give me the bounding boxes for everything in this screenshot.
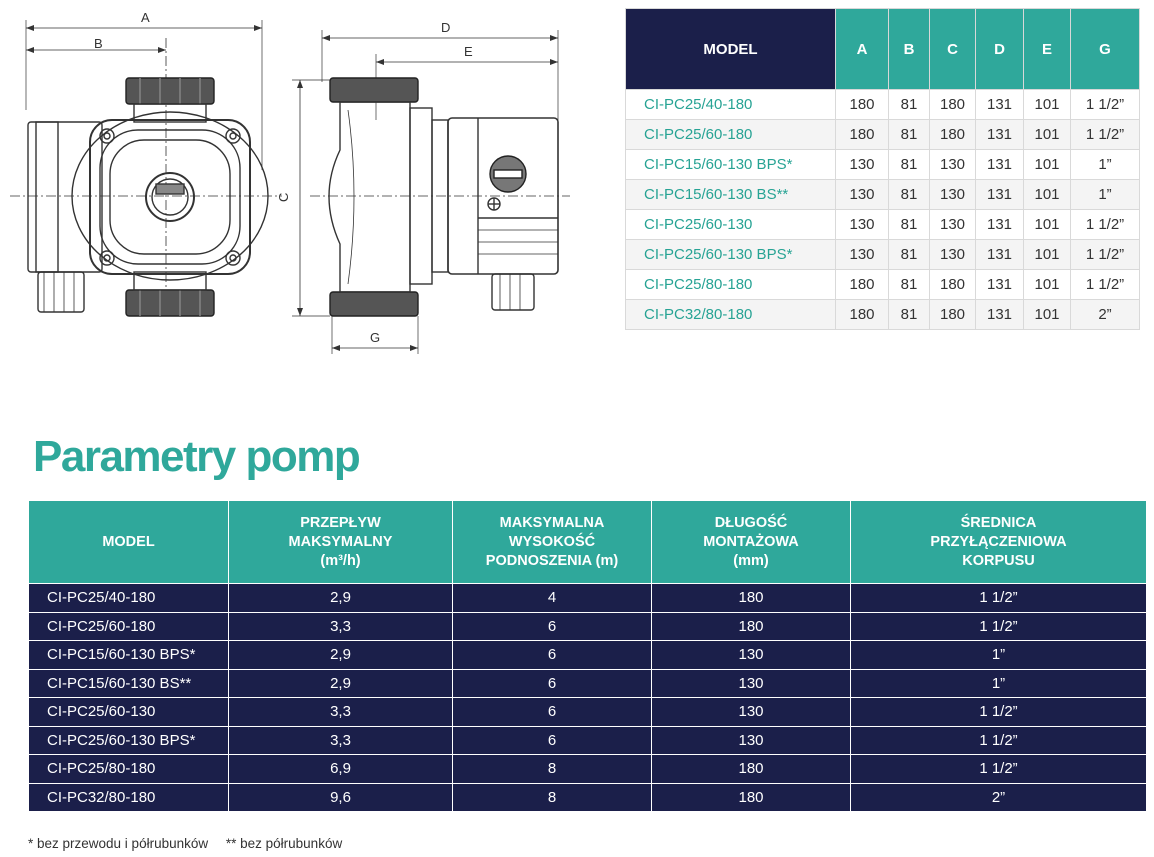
value-cell: 180 — [652, 612, 851, 641]
value-cell: 131 — [976, 120, 1024, 150]
value-cell: 3,3 — [229, 612, 453, 641]
dim-label-a: A — [141, 10, 150, 25]
value-cell: 3,3 — [229, 698, 453, 727]
header-line: ŚREDNICA — [960, 514, 1037, 531]
value-cell: 180 — [836, 270, 889, 300]
dim-label-d: D — [441, 20, 451, 35]
header-line: PRZYŁĄCZENIOWA — [930, 533, 1067, 550]
value-cell: 130 — [836, 210, 889, 240]
value-cell: 180 — [930, 120, 976, 150]
value-cell: 6 — [453, 641, 652, 670]
value-cell: 2,9 — [229, 641, 453, 670]
value-cell: 4 — [453, 584, 652, 613]
value-cell: 6 — [453, 669, 652, 698]
footnotes — [28, 836, 356, 851]
model-cell: CI-PC25/60-130 BPS* — [29, 726, 229, 755]
model-cell: CI-PC15/60-130 BPS* — [626, 150, 836, 180]
value-cell: 101 — [1024, 150, 1071, 180]
value-cell: 2,9 — [229, 584, 453, 613]
parameters-table-header — [29, 501, 1147, 584]
header-max-flow — [229, 501, 453, 584]
dimensions-table — [625, 8, 1140, 330]
value-cell: 131 — [976, 300, 1024, 330]
model-cell: CI-PC15/60-130 BPS* — [29, 641, 229, 670]
dim-label-b: B — [94, 36, 103, 51]
dim-label-g: G — [370, 330, 381, 345]
model-cell: CI-PC15/60-130 BS** — [29, 669, 229, 698]
table-row — [29, 669, 1147, 698]
table-row — [29, 698, 1147, 727]
table-row — [626, 270, 1140, 300]
model-cell: CI-PC15/60-130 BS** — [626, 180, 836, 210]
value-cell: 1 1/2” — [1071, 120, 1140, 150]
value-cell: 130 — [836, 180, 889, 210]
table-row — [626, 120, 1140, 150]
header-line: WYSOKOŚĆ — [508, 533, 596, 550]
value-cell: 1 1/2” — [1071, 270, 1140, 300]
value-cell: 130 — [930, 210, 976, 240]
value-cell: 8 — [453, 783, 652, 812]
value-cell: 1 1/2” — [851, 698, 1147, 727]
model-cell: CI-PC25/80-180 — [626, 270, 836, 300]
value-cell: 1 1/2” — [851, 726, 1147, 755]
header-install-length — [652, 501, 851, 584]
value-cell: 1” — [851, 641, 1147, 670]
value-cell: 101 — [1024, 120, 1071, 150]
value-cell: 130 — [930, 240, 976, 270]
parameters-table — [28, 500, 1147, 812]
header-model — [29, 501, 229, 584]
value-cell: 131 — [976, 90, 1024, 120]
value-cell: 81 — [889, 240, 930, 270]
value-cell: 81 — [889, 180, 930, 210]
value-cell: 131 — [976, 240, 1024, 270]
value-cell: 1 1/2” — [1071, 210, 1140, 240]
model-cell: CI-PC25/60-130 BPS* — [626, 240, 836, 270]
table-row — [29, 584, 1147, 613]
value-cell: 6 — [453, 698, 652, 727]
value-cell: 130 — [652, 726, 851, 755]
value-cell: 6 — [453, 726, 652, 755]
value-cell: 101 — [1024, 180, 1071, 210]
header-line: MODEL — [102, 533, 155, 550]
value-cell: 130 — [652, 698, 851, 727]
value-cell: 3,3 — [229, 726, 453, 755]
value-cell: 81 — [889, 90, 930, 120]
value-cell: 180 — [652, 755, 851, 784]
value-cell: 101 — [1024, 90, 1071, 120]
value-cell: 81 — [889, 120, 930, 150]
value-cell: 101 — [1024, 240, 1071, 270]
table-row — [626, 210, 1140, 240]
value-cell: 131 — [976, 270, 1024, 300]
value-cell: 6 — [453, 612, 652, 641]
value-cell: 1 1/2” — [1071, 90, 1140, 120]
header-d: D — [976, 9, 1024, 90]
table-row — [29, 755, 1147, 784]
value-cell: 180 — [836, 90, 889, 120]
value-cell: 8 — [453, 755, 652, 784]
header-e: E — [1024, 9, 1071, 90]
header-line: PRZEPŁYW — [300, 514, 381, 531]
value-cell: 1” — [1071, 150, 1140, 180]
table-row — [29, 641, 1147, 670]
header-a: A — [836, 9, 889, 90]
value-cell: 130 — [652, 669, 851, 698]
value-cell: 130 — [836, 240, 889, 270]
value-cell: 1 1/2” — [1071, 240, 1140, 270]
value-cell: 180 — [652, 584, 851, 613]
page-title: Parametry pomp — [33, 432, 360, 481]
value-cell: 1 1/2” — [851, 612, 1147, 641]
dim-label-e: E — [464, 44, 473, 59]
model-cell: CI-PC25/40-180 — [29, 584, 229, 613]
value-cell: 130 — [652, 641, 851, 670]
value-cell: 9,6 — [229, 783, 453, 812]
value-cell: 101 — [1024, 210, 1071, 240]
header-c: C — [930, 9, 976, 90]
value-cell: 130 — [930, 150, 976, 180]
value-cell: 81 — [889, 150, 930, 180]
header-line: MAKSYMALNY — [288, 533, 393, 550]
header-max-head — [453, 501, 652, 584]
value-cell: 81 — [889, 300, 930, 330]
header-line: (mm) — [733, 552, 769, 569]
table-row — [29, 612, 1147, 641]
header-line: PODNOSZENIA (m) — [485, 552, 619, 569]
value-cell: 180 — [652, 783, 851, 812]
header-line: (m³/h) — [320, 552, 361, 569]
value-cell: 81 — [889, 210, 930, 240]
header-b: B — [889, 9, 930, 90]
value-cell: 1 1/2” — [851, 755, 1147, 784]
value-cell: 180 — [930, 300, 976, 330]
value-cell: 180 — [836, 300, 889, 330]
value-cell: 101 — [1024, 270, 1071, 300]
model-cell: CI-PC25/60-130 — [626, 210, 836, 240]
value-cell: 2” — [1071, 300, 1140, 330]
model-cell: CI-PC25/80-180 — [29, 755, 229, 784]
value-cell: 180 — [930, 90, 976, 120]
value-cell: 180 — [930, 270, 976, 300]
value-cell: 1” — [851, 669, 1147, 698]
value-cell: 101 — [1024, 300, 1071, 330]
table-row — [29, 726, 1147, 755]
value-cell: 131 — [976, 180, 1024, 210]
footnote-1: * bez przewodu i półrubunków — [28, 836, 209, 851]
table-row — [626, 240, 1140, 270]
value-cell: 81 — [889, 270, 930, 300]
value-cell: 2” — [851, 783, 1147, 812]
dimensions-table-header — [626, 9, 1140, 90]
table-row — [626, 150, 1140, 180]
model-cell: CI-PC25/60-180 — [626, 120, 836, 150]
table-row — [626, 90, 1140, 120]
pump-technical-drawing — [0, 0, 620, 360]
table-row — [626, 300, 1140, 330]
table-row — [626, 180, 1140, 210]
value-cell: 6,9 — [229, 755, 453, 784]
header-line: MAKSYMALNA — [499, 514, 605, 531]
table-row — [29, 783, 1147, 812]
model-cell: CI-PC32/80-180 — [29, 783, 229, 812]
footnote-2: ** bez półrubunków — [225, 836, 343, 851]
value-cell: 1” — [1071, 180, 1140, 210]
value-cell: 2,9 — [229, 669, 453, 698]
header-line: MONTAŻOWA — [703, 533, 799, 550]
header-line: KORPUSU — [962, 552, 1035, 569]
model-cell: CI-PC25/60-180 — [29, 612, 229, 641]
header-line: DŁUGOŚĆ — [714, 514, 788, 531]
header-model: MODEL — [626, 9, 836, 90]
value-cell: 130 — [836, 150, 889, 180]
header-g: G — [1071, 9, 1140, 90]
value-cell: 1 1/2” — [851, 584, 1147, 613]
value-cell: 180 — [836, 120, 889, 150]
header-connection-diameter — [851, 501, 1147, 584]
value-cell: 130 — [930, 180, 976, 210]
value-cell: 131 — [976, 210, 1024, 240]
value-cell: 131 — [976, 150, 1024, 180]
dim-label-c: C — [276, 192, 291, 202]
model-cell: CI-PC32/80-180 — [626, 300, 836, 330]
model-cell: CI-PC25/40-180 — [626, 90, 836, 120]
model-cell: CI-PC25/60-130 — [29, 698, 229, 727]
